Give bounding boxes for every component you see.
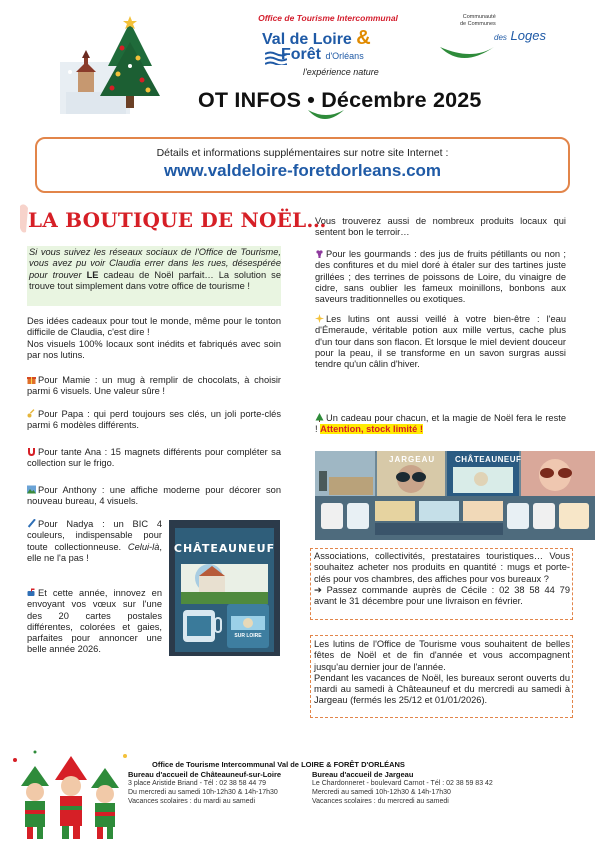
ideas-paragraph: [27, 316, 281, 361]
cc-line1: Communauté: [462, 14, 496, 20]
photo-label-chateauneuf: CHÂTEAUNEUF: [455, 455, 522, 464]
sparkle-icon: [315, 314, 324, 323]
footer-chateauneuf: [128, 770, 281, 806]
footer-jargeau: [312, 770, 493, 806]
product-photo-collage: [315, 451, 595, 540]
ideas-text-2: Nos visuels 100% locaux sont inédits et fabriqués avec soin par nos lutins.: [27, 338, 281, 360]
section-title: LA BOUTIQUE DE NOËL…: [28, 208, 327, 232]
website-link[interactable]: www.valdeloire-foretdorleans.com: [163, 161, 442, 180]
intro-text-le: LE: [86, 269, 99, 280]
intro-text-2: cadeau de Noël parfait… La solution se trouve tout simplement dans votre office de tourisme !: [29, 269, 281, 291]
wishes-text: Les lutins de l'Office de Tourisme vous souhaitent de belles fêtes de Noël et de fin d'année et vous accompagnent jusqu'au dernier jour de l'année.: [314, 639, 570, 672]
cc-loges: Loges: [510, 28, 546, 43]
website-info-box: [35, 137, 570, 193]
poster-title: CHÂTEAUNEUF: [173, 542, 276, 555]
cc-des: des: [494, 33, 507, 42]
gift-nadya-text-1: Pour Nadya : un BIC 4 couleurs, indispensable pour toute collectionneuse.: [27, 519, 162, 552]
logo-tagline: l'expérience nature: [303, 67, 379, 77]
gift-anthony-text: Pour Anthony : une affiche moderne pour décorer son nouveau bureau, 4 visuels.: [27, 485, 281, 507]
logo-des-loges: [494, 28, 546, 43]
stock-warning: Attention, stock limité !: [320, 424, 423, 435]
logo-ampersand: &: [356, 27, 371, 49]
logo-line1: Val de Loire: [262, 31, 352, 48]
info-text: Détails et informations supplémentaires sur notre site Internet :: [156, 147, 449, 159]
everyone-text: Un cadeau pour chacun, et la magie de Noël fera le reste !: [315, 413, 566, 435]
footer-chateauneuf-hours: Du mercredi au samedi 10h-12h30 & 14h-17h30: [128, 789, 278, 796]
gift-papa-text: Pour Papa : qui perd toujours ses clés, un joli porte-clés parmi 6 modèles différents.: [27, 409, 281, 431]
intro-paragraph: [29, 247, 281, 292]
holidays-text: Pendant les vacances de Noël, les bureaux seront ouverts du mardi au samedi à Châteauneuf et du mercredi au samedi à Jargeau (fermés les 25/12 et 01/01/2026).: [314, 672, 570, 706]
communaute-label: [460, 14, 496, 28]
logo-line2-small: d'Orléans: [325, 51, 364, 61]
christmas-elves-illustration: [5, 746, 133, 842]
associations-text: Associations, collectivités, prestataires touristiques… Vous souhaitez acheter nos produits en quantité : mugs et porte-clés pour vos chambres, des affiches pour vos bureaux ?: [314, 551, 570, 584]
footer-jargeau-address: Le Chardonneret - boulevard Carnot - Tél : 02 38 59 83 42: [312, 780, 493, 787]
intro-text-1: Si vous suivez les réseaux sociaux de l'Office de Tourisme, vous avez pu voir Claudia errer dans les rues, désespérée pour trouver: [29, 247, 281, 280]
gourmands-paragraph: [315, 249, 566, 305]
holiday-opening-box: [310, 635, 573, 718]
pen-icon: [27, 519, 36, 528]
everyone-paragraph: [315, 413, 566, 436]
associations-box: [310, 548, 573, 620]
gift-icon: [27, 375, 36, 384]
product-photo-poster-mugs: [169, 520, 280, 656]
gift-ana-text: Pour tante Ana : 15 magnets différents pour compléter sa collection sur le frigo.: [27, 447, 281, 469]
photo-label-jargeau: JARGEAU: [389, 455, 436, 464]
tree-icon: [315, 413, 324, 422]
magnet-icon: [27, 447, 36, 456]
footer-jargeau-holidays: Vacances scolaires : du mercredi au samedi: [312, 798, 449, 805]
footer-jargeau-hours: Mercredi au samedi 10h-12h30 & 14h-17h30: [312, 789, 451, 796]
mailbox-icon: [27, 588, 36, 597]
page-title: OT INFOS • Décembre 2025: [198, 88, 482, 112]
local-products-intro: Vous trouverez aussi de nombreux produits locaux qui sentent bon le terroir…: [315, 216, 566, 238]
footer-chateauneuf-holidays: Vacances scolaires : du mardi au samedi: [128, 798, 256, 805]
title-swoosh-icon: [306, 106, 346, 126]
gourmands-text: Pour les gourmands : des jus de fruits pétillants ou non ; des confitures et du miel doré à étaler sur des tartines juste grillées ; des terrines de poissons de Loire, du vinaigre de cidre, sans oublier les fameux moinillons, bonbons aux saveurs traditionnelles ou exotiques.: [315, 249, 566, 305]
gift-papa: [27, 409, 281, 432]
gift-anthony: [27, 485, 281, 508]
footer-title: Office de Tourisme Intercommunal Val de LOIRE & FORÊT D'ORLÉANS: [152, 760, 405, 769]
picture-icon: [27, 485, 36, 494]
christmas-tree-illustration: [60, 14, 160, 114]
logo-foret-orleans: [281, 46, 364, 64]
ideas-text-1: Des idées cadeaux pour tout le monde, même pour le tonton difficile de Claudia, c'est dire !: [27, 316, 281, 338]
poster-subtitle: SUR LOIRE: [234, 633, 262, 639]
gift-cards-text: Et cette année, innovez en envoyant vos vœux sur l'une des 20 cartes postales différentes, colorées et gaies, parfaites pour annoncer une belle année 2026.: [27, 588, 162, 655]
gift-mamie: [27, 375, 281, 398]
office-tourism-label: Office de Tourisme Intercommunal: [258, 13, 398, 23]
footer-jargeau-heading: Bureau d'accueil de Jargeau: [312, 770, 414, 779]
gift-nadya: [27, 519, 162, 564]
order-text: ➔ Passez commande auprès de Cécile : 02 38 58 44 79 avant le 31 décembre pour une livraison en février.: [314, 584, 570, 607]
key-icon: [27, 409, 36, 418]
wellness-text: Les lutins ont aussi veillé à votre bien-être : l'eau d'Émeraude, véritable potion aux mille vertus, cache plus d'un tour dans son flacon. Et lorsque le miel devient douceur pour la peau, il se transforme en un savon surgras aussi tendre qu'un câlin d'hiver.: [315, 314, 566, 370]
logo-line2: Forêt: [281, 46, 321, 63]
grapes-icon: [315, 249, 324, 258]
gift-nadya-text-2: Celui-là: [127, 541, 160, 552]
wellness-paragraph: [315, 314, 566, 370]
gift-mamie-text: Pour Mamie : un mug à remplir de chocolats, à choisir parmi 6 visuels. Une valeur sûre !: [27, 375, 281, 397]
gift-ana: [27, 447, 281, 470]
gift-cards: [27, 588, 162, 656]
cc-line2: de Communes: [460, 21, 496, 27]
gift-nadya-text-3: , elle ne l'a pas !: [27, 541, 162, 563]
footer-chateauneuf-address: 3 place Aristide Briand - Tél : 02 38 58 44 79: [128, 780, 267, 787]
footer-chateauneuf-heading: Bureau d'accueil de Châteauneuf-sur-Loire: [128, 770, 282, 779]
